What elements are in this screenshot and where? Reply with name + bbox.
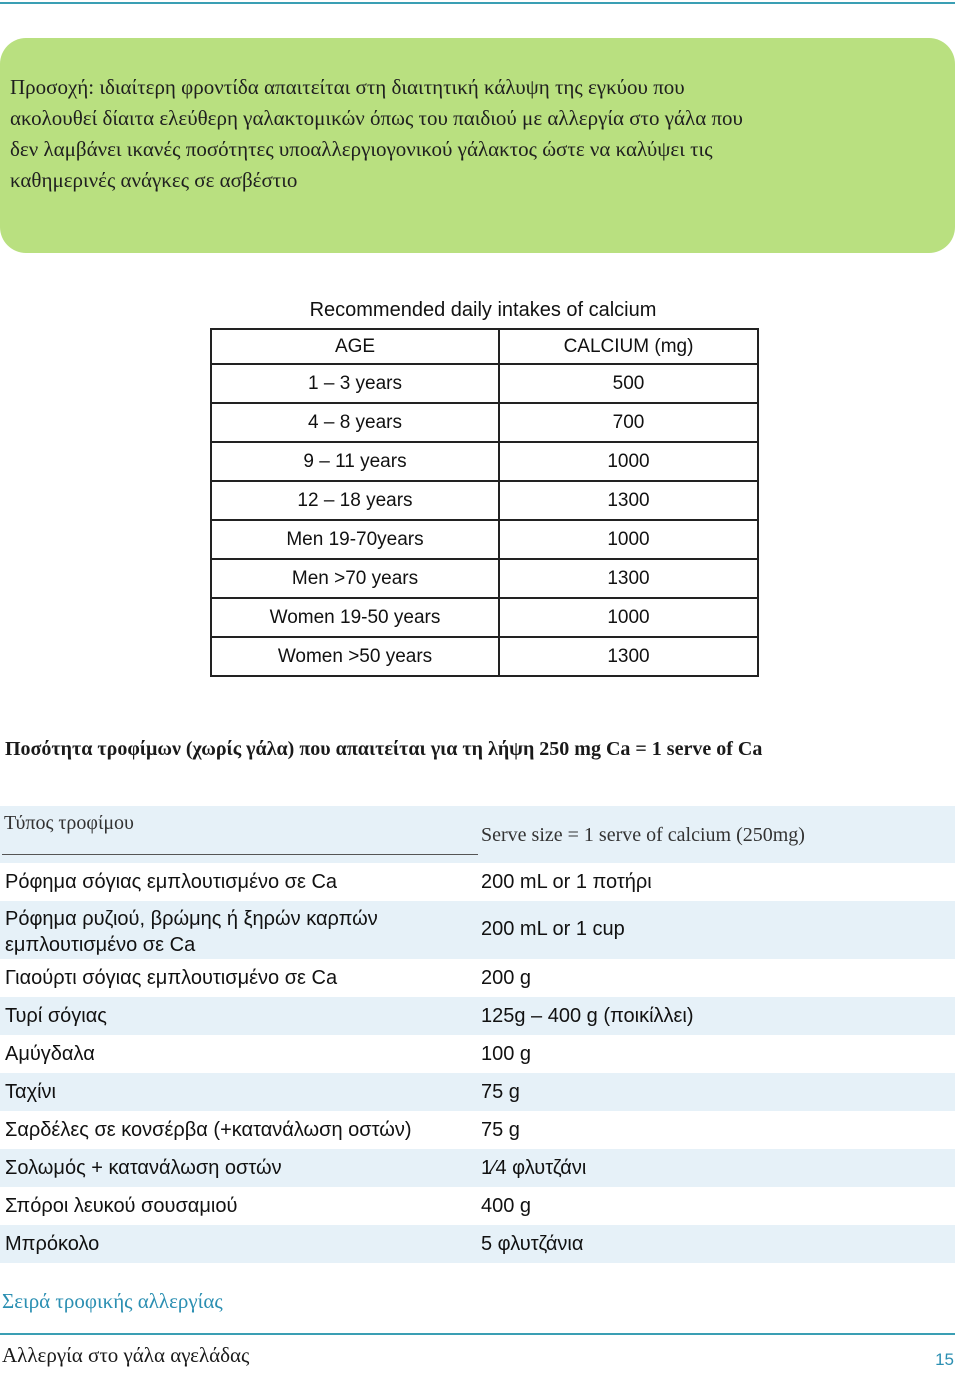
age-cell: 12 – 18 years xyxy=(211,481,499,520)
food-table-header xyxy=(0,806,955,863)
callout-text xyxy=(10,72,940,196)
callout-line: Προσοχή: ιδιαίτερη φροντίδα απαιτείται στη διαιτητική κάλυψη της εγκύου που xyxy=(10,75,685,99)
food-row xyxy=(0,997,955,1035)
series-title: Σειρά τροφικής αλλεργίας xyxy=(2,1289,223,1313)
serve-size: 75 g xyxy=(481,1081,520,1103)
serve-size: 400 g xyxy=(481,1195,532,1217)
serve-size: 200 mL or 1 cup xyxy=(481,918,625,940)
food-section-heading: Ποσότητα τροφίμων (χωρίς γάλα) που απαιτείται για τη λήψη 250 mg Ca = 1 serve of Ca xyxy=(5,738,763,760)
food-row xyxy=(0,1111,955,1149)
top-rule xyxy=(0,2,955,4)
food-type-header: Τύπος τροφίμου xyxy=(4,812,134,834)
calcium-cell: 1300 xyxy=(499,559,758,598)
age-column-header: AGE xyxy=(211,329,499,364)
calcium-cell: 700 xyxy=(499,403,758,442)
food-row xyxy=(0,901,955,959)
header-divider xyxy=(2,854,478,855)
age-cell: 9 – 11 years xyxy=(211,442,499,481)
table-header-row xyxy=(211,329,758,364)
serve-size: 5 φλυτζάνια xyxy=(481,1233,584,1255)
table-row xyxy=(211,520,758,559)
calcium-cell: 500 xyxy=(499,364,758,403)
table-row xyxy=(211,364,758,403)
calcium-cell: 1300 xyxy=(499,481,758,520)
serve-size: 100 g xyxy=(481,1043,532,1065)
table-row xyxy=(211,442,758,481)
food-name: Σολωμός + κατανάλωση οστών xyxy=(5,1157,282,1179)
serve-size: 125g – 400 g (ποικίλλει) xyxy=(481,1005,694,1027)
callout-line: καθημερινές ανάγκες σε ασβέστιο xyxy=(10,168,298,192)
serve-size: 200 mL or 1 ποτήρι xyxy=(481,871,652,893)
table-row xyxy=(211,403,758,442)
serve-size: 75 g xyxy=(481,1119,520,1141)
table-row xyxy=(211,637,758,676)
table-row xyxy=(211,481,758,520)
food-name: Ρόφημα σόγιας εμπλουτισμένο σε Ca xyxy=(5,871,338,893)
food-name: Ταχίνι xyxy=(5,1081,56,1103)
food-row xyxy=(0,1225,955,1263)
food-row xyxy=(0,863,955,901)
calcium-table-title: Recommended daily intakes of calcium xyxy=(309,299,657,321)
page-number: 15 xyxy=(935,1350,954,1369)
callout-line: δεν λαμβάνει ικανές ποσότητες υποαλλεργιογονικού γάλακτος ώστε να καλύψει τις xyxy=(10,137,713,161)
food-name: Αμύγδαλα xyxy=(5,1043,95,1065)
table-row xyxy=(211,559,758,598)
food-row xyxy=(0,1073,955,1111)
food-name: Τυρί σόγιας xyxy=(5,1005,107,1027)
serve-size: 200 g xyxy=(481,967,532,989)
calcium-intake-table xyxy=(210,328,759,677)
footer-rule xyxy=(0,1333,955,1335)
age-cell: Men >70 years xyxy=(211,559,499,598)
food-row xyxy=(0,1187,955,1225)
calcium-column-header: CALCIUM (mg) xyxy=(499,329,758,364)
age-cell: 4 – 8 years xyxy=(211,403,499,442)
food-name: Γιαούρτι σόγιας εμπλουτισμένο σε Ca xyxy=(5,967,338,989)
food-name: Σπόροι λευκού σουσαμιού xyxy=(5,1195,238,1217)
food-name: Μπρόκολο xyxy=(5,1233,100,1255)
food-row xyxy=(0,959,955,997)
age-cell: Men 19-70years xyxy=(211,520,499,559)
food-serves-table xyxy=(0,806,955,1263)
document-title: Αλλεργία στο γάλα αγελάδας xyxy=(2,1343,250,1367)
food-name: Σαρδέλες σε κονσέρβα (+κατανάλωση οστών) xyxy=(5,1119,412,1141)
calcium-cell: 1000 xyxy=(499,520,758,559)
serve-size: 1⁄4 φλυτζάνι xyxy=(481,1157,587,1179)
calcium-cell: 1300 xyxy=(499,637,758,676)
calcium-cell: 1000 xyxy=(499,598,758,637)
callout-line: ακολουθεί δίαιτα ελεύθερη γαλακτομικών όπως του παιδιού με αλλεργία στο γάλα που xyxy=(10,106,743,130)
calcium-cell: 1000 xyxy=(499,442,758,481)
food-name: Ρόφημα ρυζιού, βρώμης ή ξηρών καρπών εμπλουτισμένο σε Ca xyxy=(5,908,378,956)
table-row xyxy=(211,598,758,637)
food-row xyxy=(0,1035,955,1073)
food-row xyxy=(0,1149,955,1187)
age-cell: Women >50 years xyxy=(211,637,499,676)
serve-size-header: Serve size = 1 serve of calcium (250mg) xyxy=(481,824,805,846)
age-cell: Women 19-50 years xyxy=(211,598,499,637)
age-cell: 1 – 3 years xyxy=(211,364,499,403)
